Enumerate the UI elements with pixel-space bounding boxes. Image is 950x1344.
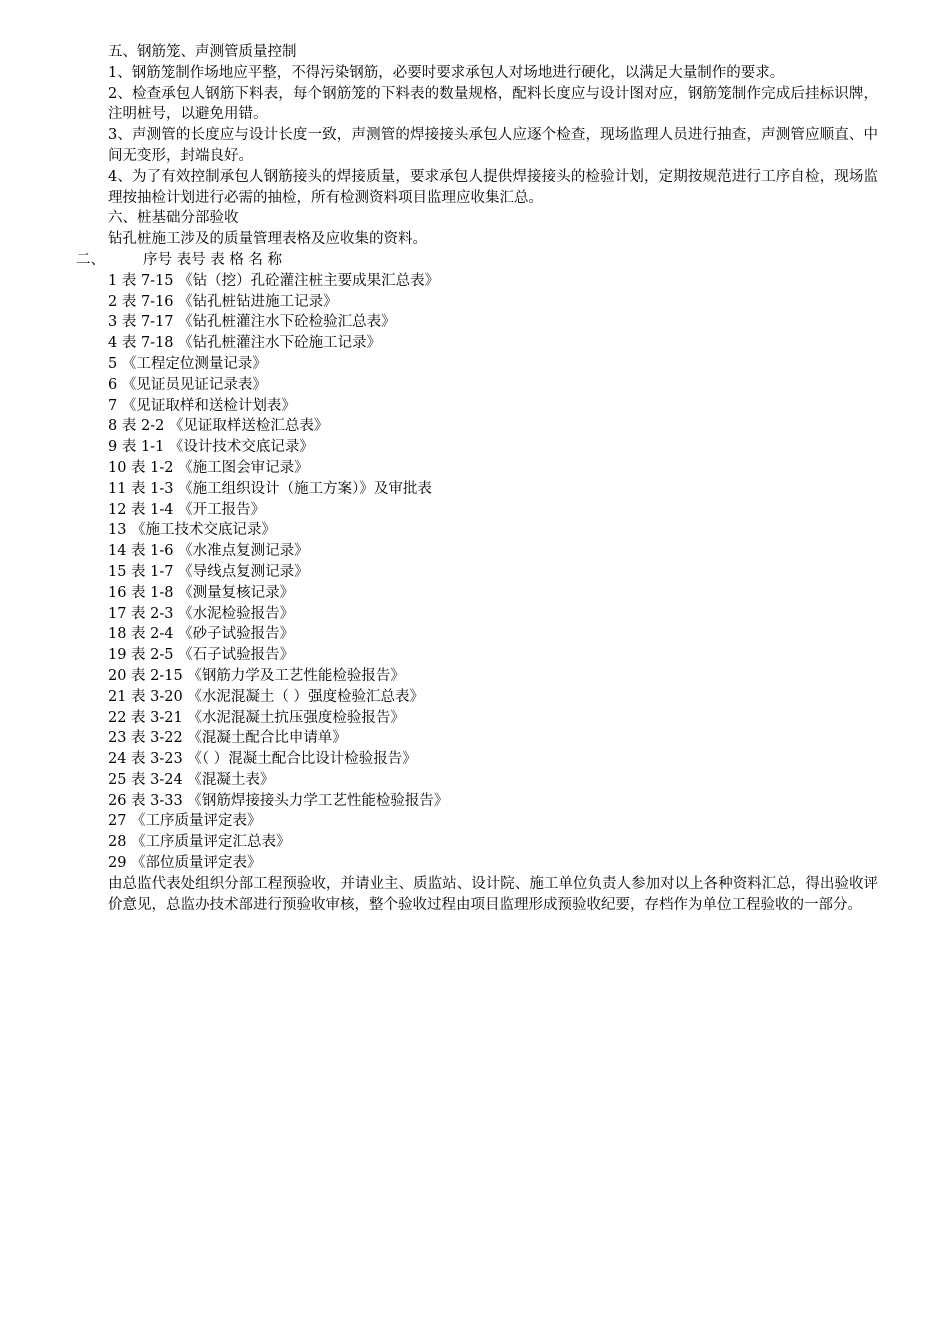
list-item: 19 表 2-5 《石子试验报告》 (108, 647, 295, 664)
list-item: 29 《部位质量评定表》 (108, 855, 262, 872)
list-item: 15 表 1-7 《导线点复测记录》 (108, 563, 309, 580)
section-5-title: 五、钢筋笼、声测管质量控制 (108, 44, 297, 60)
table-header-text: 序号 表号 表 格 名 称 (143, 251, 283, 268)
list-item: 12 表 1-4 《开工报告》 (108, 501, 266, 518)
list-item: 21 表 3-20 《水泥混凝土（ ）强度检验汇总表》 (108, 688, 424, 705)
document-page (0, 42, 950, 915)
list-item: 27 《工序质量评定表》 (108, 813, 262, 830)
list-item: 18 表 2-4 《砂子试验报告》 (108, 626, 295, 643)
list-item: 17 表 2-3 《水泥检验报告》 (108, 605, 295, 622)
list-item: 28 《工序质量评定汇总表》 (108, 834, 291, 851)
section-6-title: 六、桩基础分部验收 (108, 210, 239, 227)
list-item: 14 表 1-6 《水准点复测记录》 (108, 543, 309, 560)
list-item: 6 《见证员见证记录表》 (108, 376, 267, 393)
list-item: 11 表 1-3 《施工组织设计（施工方案）》及审批表 (108, 480, 432, 497)
list-item: 5 《工程定位测量记录》 (108, 355, 267, 372)
list-item: 20 表 2-15 《钢筋力学及工艺性能检验报告》 (108, 667, 405, 684)
form-list (0, 271, 950, 874)
list-item: 13 《施工技术交底记录》 (108, 522, 277, 539)
list-number: 二、 (76, 251, 105, 268)
table-header (76, 250, 950, 271)
section-5-item-2: 2、检查承包人钢筋下料表，每个钢筋笼的下料表的数量规格，配料长度应与设计图对应，钢筋笼制作完成后挂标识牌，注明桩号，以避免用错。 (108, 85, 878, 123)
section-5-item-1: 1、钢筋笼制作场地应平整，不得污染钢筋，必要时要求承包人对场地进行硬化，以满足大量制作的要求。 (108, 64, 785, 81)
list-item: 4 表 7-18 《钻孔桩灌注水下砼施工记录》 (108, 335, 382, 352)
list-item: 8 表 2-2 《见证取样送检汇总表》 (108, 418, 329, 435)
list-item: 10 表 1-2 《施工图会审记录》 (108, 459, 309, 476)
section-5-item-3: 3、声测管的长度应与设计长度一致，声测管的焊接接头承包人应逐个检查，现场监理人员进行抽查，声测管应顺直、中间无变形，封端良好。 (108, 127, 878, 164)
list-item: 22 表 3-21 《水泥混凝土抗压强度检验报告》 (108, 709, 405, 726)
list-item: 7 《见证取样和送检计划表》 (108, 397, 296, 414)
list-item: 1 表 7-15 《钻（挖）孔砼灌注桩主要成果汇总表》 (108, 272, 440, 289)
list-item: 3 表 7-17 《钻孔桩灌注水下砼检验汇总表》 (108, 314, 396, 331)
list-item: 16 表 1-8 《测量复核记录》 (108, 584, 295, 601)
list-item: 25 表 3-24 《混凝土表》 (108, 771, 275, 788)
list-item: 2 表 7-16 《钻孔桩钻进施工记录》 (108, 293, 338, 310)
list-item: 26 表 3-33 《钢筋焊接接头力学工艺性能检验报告》 (108, 792, 449, 809)
list-item: 23 表 3-22 《混凝土配合比申请单》 (108, 730, 347, 747)
list-item: 9 表 1-1 《设计技术交底记录》 (108, 439, 314, 456)
closing-paragraph: 由总监代表处组织分部工程预验收，并请业主、质监站、设计院、施工单位负责人参加对以上各种资料汇总，得出验收评价意见，总监办技术部进行预验收审核，整个验收过程由项目监理形成预验收纪要，存档作为单位工程验收的一部分。 (108, 875, 878, 913)
list-item: 24 表 3-23 《（ ）混凝土配合比设计检验报告》 (108, 751, 417, 768)
section-5-item-4: 4、为了有效控制承包人钢筋接头的焊接质量，要求承包人提供焊接接头的检验计划，定期按规范进行工序自检，现场监理按抽检计划进行必需的抽检，所有检测资料项目监理应收集汇总。 (108, 168, 878, 206)
section-6-intro: 钻孔桩施工涉及的质量管理表格及应收集的资料。 (108, 231, 427, 248)
